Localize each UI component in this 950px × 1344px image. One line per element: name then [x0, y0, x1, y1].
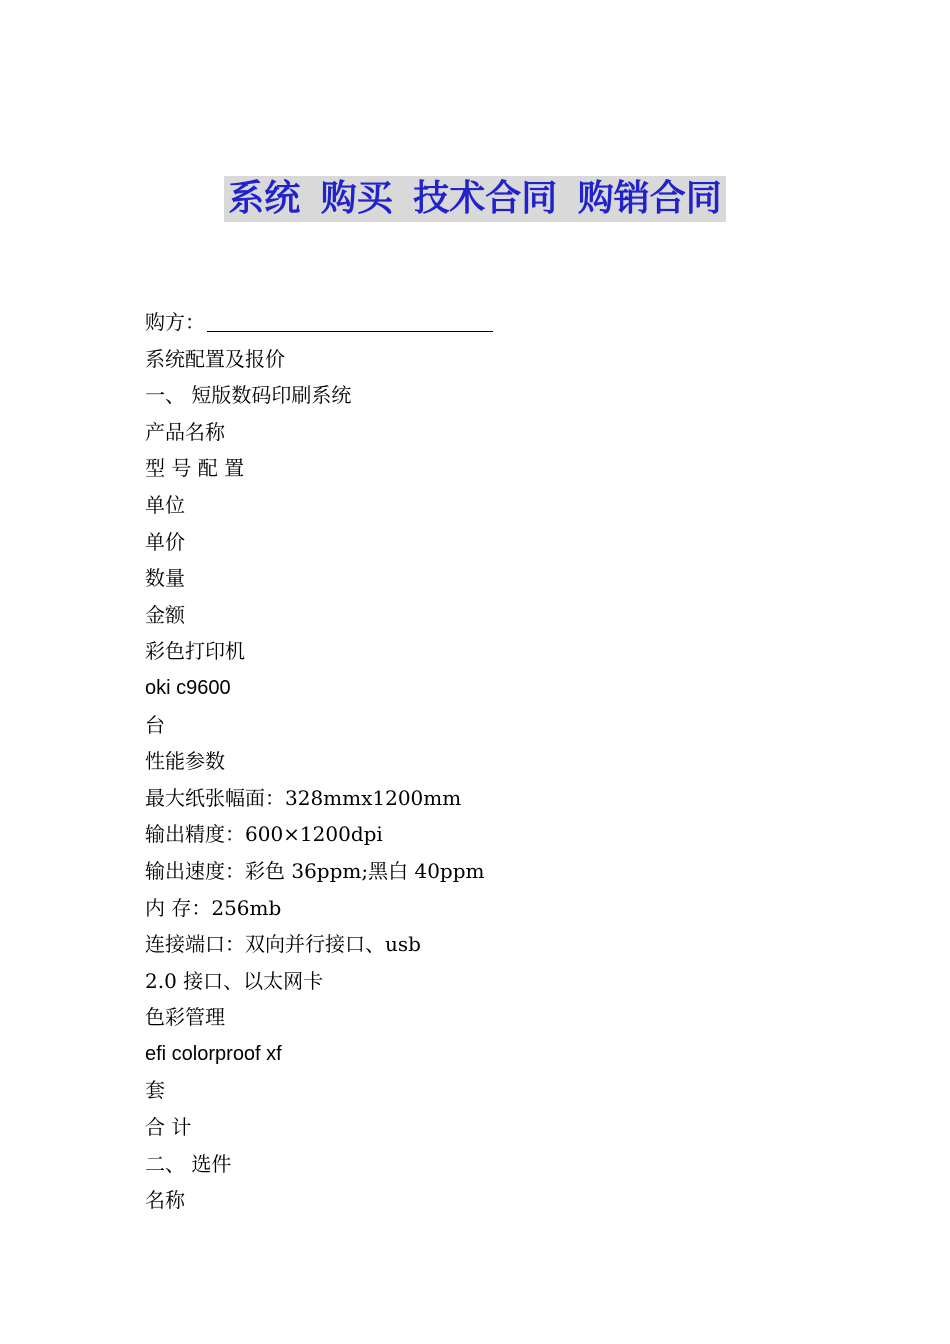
text-line: 一、 短版数码印刷系统 [145, 383, 352, 408]
text-line: 2.0 接口、以太网卡 [145, 968, 324, 993]
buyer-line [145, 304, 845, 341]
text-line: 系统配置及报价 [145, 346, 285, 371]
text-line: 色彩管理 [145, 1005, 225, 1030]
buyer-blank-field [207, 311, 493, 332]
text-line: 金额 [145, 602, 185, 627]
text-line: 单位 [145, 492, 185, 517]
text-line: 彩色打印机 [145, 639, 245, 664]
document-body [145, 304, 845, 1219]
text-line: 型 号 配 置 [145, 456, 245, 481]
document-title: 系统 购买 技术合同 购销合同 [224, 176, 726, 222]
title-container [0, 176, 950, 222]
buyer-label: 购方： [145, 310, 205, 334]
text-line: 产品名称 [145, 419, 225, 444]
text-line: 单价 [145, 529, 185, 554]
text-line: 名称 [145, 1188, 185, 1213]
text-line: 输出精度：600×1200dpi [145, 822, 383, 847]
text-line: 输出速度：彩色 36ppm;黑白 40ppm [145, 858, 485, 883]
text-line: 内 存：256mb [145, 895, 282, 920]
text-line: 数量 [145, 566, 185, 591]
text-line: efi colorproof xf [145, 1042, 282, 1065]
text-line: oki c9600 [145, 676, 231, 699]
text-line: 套 [145, 1078, 165, 1103]
text-line: 连接端口：双向并行接口、usb [145, 932, 421, 957]
text-line: 台 [145, 712, 165, 737]
text-line: 二、 选件 [145, 1151, 232, 1176]
text-line: 最大纸张幅面：328mmx1200mm [145, 785, 462, 810]
text-line: 合 计 [145, 1115, 192, 1140]
text-line: 性能参数 [145, 749, 225, 774]
